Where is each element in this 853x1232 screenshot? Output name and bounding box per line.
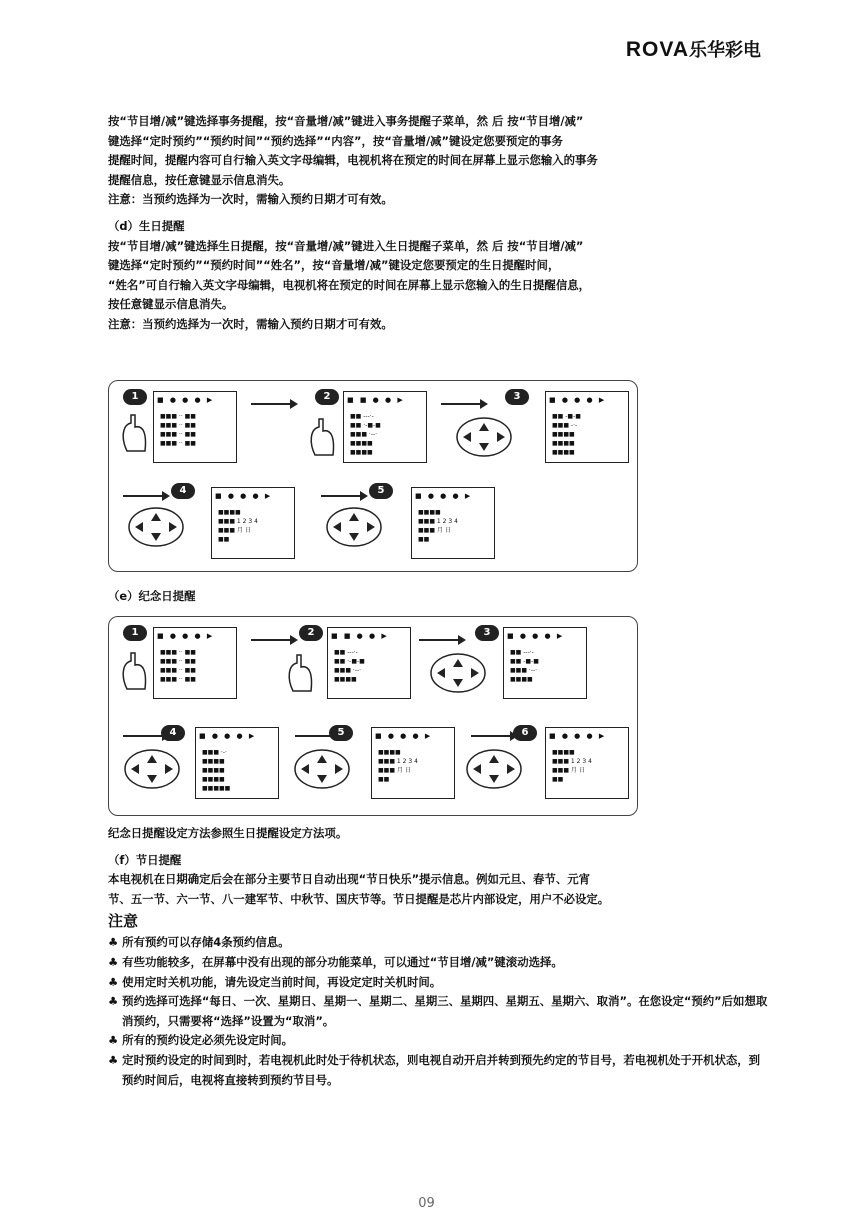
screen-icons: ■ ● ● ● ▶ — [199, 732, 257, 740]
para1-line: 键选择“定时预约”“预约时间”“预约选择”“内容”，按“音量增/减”键设定您要预定的事务 — [108, 133, 563, 148]
screen-icons: ■ ● ● ● ▶ — [415, 492, 473, 500]
note-item: ♣ 所有预约可以存储4条预约信息。 — [108, 935, 290, 950]
para-f-line: 本电视机在日期确定后会在部分主要节日自动出现“节日快乐”提示信息。例如元旦、春节、元宵 — [108, 872, 590, 887]
brand-latin: ROVA — [625, 38, 689, 61]
note-item: ♣ 定时预约设定的时间到时，若电视机此时处于待机状态，则电视自动开启并转到预先约定的节目号，若电视机处于开机状态，到预约时间后，电视将直接转到预约节目号。 — [108, 1052, 761, 1087]
anniversary-diagram — [108, 616, 638, 816]
arrow-icon — [251, 403, 291, 405]
note-item: ♣ 预约选择可选择“每日、一次、星期日、星期一、星期二、星期三、星期四、星期五、星期六、取消”。在您设定“预约”后如想取消预约，只需要将“选择”设置为“取消”。 — [108, 994, 768, 1028]
direction-pad-icon — [429, 651, 487, 695]
menu-screen: ■ ● ● ● ▶ ■■ -■-■ ■■■ -·- ■■■■ ■■■■ ■■■■ — [545, 391, 629, 463]
brand-chinese: 乐华彩电 — [689, 40, 761, 60]
menu-screen: ■ ● ● ● ▶ ■■■ ·· ■■ ■■■ ·· ■■ ■■■ ·· ■■ ■■■ ·· ■■ — [153, 627, 237, 699]
code-value: 1 2 3 4 — [436, 518, 458, 525]
menu-screen: ■ ● ● ● ▶ ■■■■ ■■■ 1 2 3 4 ■■■ 月 日 ■■ — [371, 727, 455, 799]
arrow-icon — [321, 495, 361, 497]
notes-title: 注意 — [108, 912, 139, 931]
heading-anniversary: （e）纪念日提醒 — [108, 589, 196, 603]
lower-content — [108, 824, 768, 1090]
screen-icons: ■ ■ ● ● ▶ — [331, 632, 389, 640]
para1-line: 提醒信息，按任意键显示信息消失。 — [108, 172, 291, 187]
code-value: 1 2 3 4 — [570, 758, 592, 765]
para-f-line: 节、五一节、六一节、八一建军节、中秋节、国庆节等。节日提醒是芯片内部设定，用户不必设定。 — [108, 891, 610, 906]
step-badge: 4 — [171, 483, 195, 499]
step-badge: 3 — [475, 625, 499, 641]
menu-screen: ■ ● ● ● ▶ ■■ ---·- ■■ -■-■ ■■■ ·--· ■■■■ — [503, 627, 587, 699]
arrow-icon — [419, 639, 459, 641]
menu-screen: ■ ● ● ● ▶ ■■■ ·· ■■ ■■■ ·· ■■ ■■■ ·· ■■ ■■■ ·· ■■ — [153, 391, 237, 463]
heading-festival: （f）节日提醒 — [108, 852, 182, 867]
menu-screen: ■ ● ● ● ▶ ■■■■ ■■■ 1 2 3 4 ■■■ 月 日 ■■ — [211, 487, 295, 559]
direction-pad-icon — [127, 505, 185, 549]
para-e: 纪念日提醒设定方法参照生日提醒设定方法项。 — [108, 826, 348, 840]
direction-pad-icon — [325, 505, 383, 549]
arrow-icon — [123, 495, 163, 497]
notes-list — [108, 933, 768, 1090]
hand-icon — [307, 417, 337, 457]
para-d-line: 按“节目增/减”键选择生日提醒，按“音量增/减”键进入生日提醒子菜单，然 后 按“节目增/减” — [108, 238, 584, 253]
screen-icons: ■ ● ● ● ▶ — [549, 396, 607, 404]
step-badge: 1 — [123, 625, 147, 641]
direction-pad-icon — [123, 747, 181, 791]
menu-screen: ■ ● ● ● ▶ ■■■ ·-· ■■■■ ■■■■ ■■■■ ■■■■■ — [195, 727, 279, 799]
heading-birthday: （d）生日提醒 — [108, 218, 185, 233]
screen-icons: ■ ■ ● ● ▶ — [347, 396, 405, 404]
code-value: 1 2 3 4 — [236, 518, 258, 525]
page-number: 09 — [418, 1196, 435, 1211]
direction-pad-icon — [293, 747, 351, 791]
step-badge: 4 — [161, 725, 185, 741]
para1-line: 提醒时间，提醒内容可自行输入英文字母编辑，电视机将在预定的时间在屏幕上显示您输入的事务 — [108, 153, 598, 168]
date-value: 月 日 — [570, 767, 585, 774]
para-d-line: 键选择“定时预约”“预约时间”“姓名”，按“音量增/减”键设定您要预定的生日提醒时间， — [108, 258, 560, 273]
menu-screen: ■ ● ● ● ▶ ■■■■ ■■■ 1 2 3 4 ■■■ 月 日 ■■ — [545, 727, 629, 799]
menu-screen: ■ ■ ● ● ▶ ■■ ---·- ■■ ·-■-■ ■■■ ·--· ■■■■ ■■■■ — [343, 391, 427, 463]
arrow-icon — [441, 403, 481, 405]
step-badge: 2 — [299, 625, 323, 641]
page-content — [108, 112, 768, 335]
screen-icons: ■ ● ● ● ▶ — [157, 632, 215, 640]
brand-logo — [626, 36, 761, 62]
note-item: ♣ 有些功能较多，在屏幕中没有出现的部分功能菜单，可以通过“节目增/减”键滚动选择。 — [108, 954, 563, 969]
para1-line: 按“节目增/减”键选择事务提醒，按“音量增/减”键进入事务提醒子菜单，然 后 按“节目增/减” — [108, 114, 584, 128]
hand-icon — [119, 651, 149, 691]
screen-icons: ■ ● ● ● ▶ — [507, 632, 565, 640]
arrow-icon — [471, 735, 511, 737]
date-value: 月 日 — [436, 527, 451, 534]
menu-screen: ■ ● ● ● ▶ ■■■■ ■■■ 1 2 3 4 ■■■ 月 日 ■■ — [411, 487, 495, 559]
note-item: ♣ 所有的预约设定必须先设定时间。 — [108, 1033, 294, 1048]
hand-icon — [119, 413, 149, 453]
screen-icons: ■ ● ● ● ▶ — [375, 732, 433, 740]
note-d: 注意：当预约选择为一次时，需输入预约日期才可有效。 — [108, 316, 393, 331]
step-badge: 5 — [369, 483, 393, 499]
direction-pad-icon — [465, 747, 523, 791]
step-badge: 1 — [123, 389, 147, 405]
date-value: 月 日 — [236, 527, 251, 534]
step-badge: 2 — [315, 389, 339, 405]
screen-icons: ■ ● ● ● ▶ — [215, 492, 273, 500]
arrow-icon — [123, 735, 163, 737]
para-d-line: “姓名”可自行输入英文字母编辑，电视机将在预定的时间在屏幕上显示您输入的生日提醒信息， — [108, 277, 590, 292]
screen-icons: ■ ● ● ● ▶ — [157, 396, 215, 404]
step-badge: 3 — [505, 389, 529, 405]
arrow-icon — [251, 639, 291, 641]
note1: 注意：当预约选择为一次时，需输入预约日期才可有效。 — [108, 192, 393, 207]
step-badge: 5 — [329, 725, 353, 741]
code-value: 1 2 3 4 — [396, 758, 418, 765]
screen-icons: ■ ● ● ● ▶ — [549, 732, 607, 740]
step-badge: 6 — [513, 725, 537, 741]
para-d-line: 按任意键显示信息消失。 — [108, 297, 234, 312]
direction-pad-icon — [455, 415, 513, 459]
birthday-diagram — [108, 380, 638, 572]
note-item: ♣ 使用定时关机功能，请先设定当前时间，再设定定时关机时间。 — [108, 974, 442, 989]
hand-icon — [285, 653, 315, 693]
menu-screen: ■ ■ ● ● ▶ ■■ ---·- ■■ ·-■-■ ■■■ ·--· ■■■■ — [327, 627, 411, 699]
date-value: 月 日 — [396, 767, 411, 774]
